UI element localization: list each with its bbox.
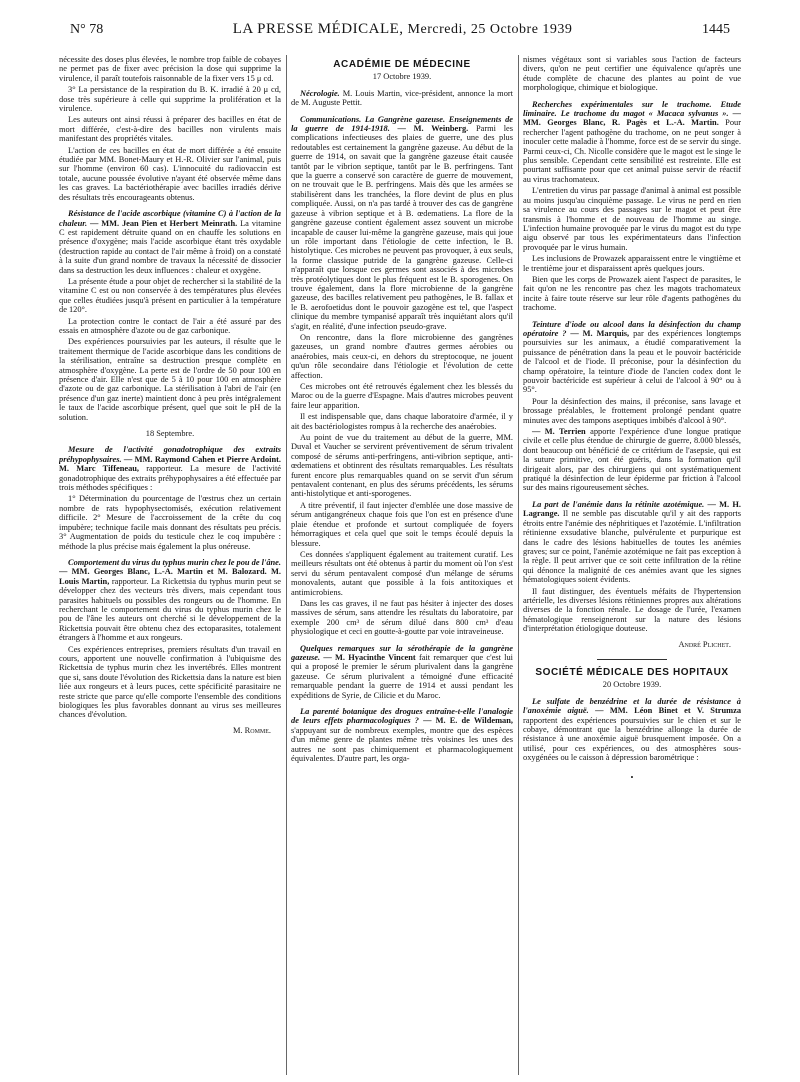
article-title: La parenté botanique des drogues entraîne-t-elle l'analogie de leurs effets pharmacologiques ? xyxy=(291,707,513,726)
article-title: La part de l'anémie dans la rétinite azotémique. xyxy=(532,499,705,509)
article-botany xyxy=(291,707,513,763)
article-authors: — M. Terrien xyxy=(532,427,586,437)
column-right xyxy=(523,55,741,1075)
issue-number: N° 78 xyxy=(70,22,104,37)
article-benzedrine xyxy=(523,697,741,763)
article-authors: — M. Marquis, xyxy=(570,328,630,338)
article-title: Teinture d'iode ou alcool dans la désinfection du champ opératoire ? xyxy=(523,319,741,338)
paragraph: Ces expériences entreprises, premiers résultats d'un travail en cours, apportent une nouvelle confirmation à l'ubiquisme des Rickettsia de typhus murin chez les invertébrés. Elles montrent que si, sans doute l'évolution des Rickettsia dans la nature est bien liée aux rongeurs et à leurs puces, cette spécificité parasitaire ne reste stricte que parce qu'elle comporte l'ensemble des conditions biologiques les plus favorables donnant au virus ses meilleures chances d'évolution. xyxy=(59,644,281,720)
article-text: par des expériences longtemps poursuivies sur les animaux, a étudié comparativement la puissance de pénétration dans la peau et le pouvoir bactéricide de l'alcool et de l'iode. Il préconise, pour la désinfection du champ opératoire, la teinture d'iode de l'ancien codex dont le pouvoir bactéricide est supérieur à celui de l'alcool à 90° ou à 95°. xyxy=(523,328,741,395)
article-title: Résistance de l'acide ascorbique (vitamine C) à l'action de la chaleur. xyxy=(59,209,281,228)
article-gonadotrophic xyxy=(59,445,281,492)
article-authors: — M. Weinberg. xyxy=(397,124,469,134)
section-heading: ACADÉMIE DE MÉDECINE xyxy=(333,59,471,70)
article-authors: — M. Hyacinthe Vincent xyxy=(323,652,416,662)
article-title: Comportement du virus du typhus murin chez le pou de l'âne. xyxy=(68,557,281,567)
necrology xyxy=(291,89,513,108)
issue-date: Mercredi, 25 Octobre 1939 xyxy=(407,22,573,37)
article-gangrene xyxy=(291,115,513,331)
article-authors: — MM. Georges Blanc, L.-A. Martin et M. Balozard. M. Louis Martin, xyxy=(59,567,281,586)
section-separator xyxy=(597,659,667,660)
running-header xyxy=(70,20,730,38)
column-divider xyxy=(286,55,287,1075)
session-date: 20 Octobre 1939. xyxy=(602,680,662,690)
session-date: 17 Octobre 1939. xyxy=(372,72,432,82)
article-title: Nécrologie. xyxy=(300,88,340,98)
article-text: Parmi les complications infectieuses des plaies de guerre, une des plus redoutables est certainement la gangrène gazeuse. Au début de la guerre de 1914, on savait que la gangrène gazeuse était causée tantôt par le vibrion septique, tantôt par le B. perfringens. Tant que la guerre a conservé son caractère de guerre de mouvement, on ne trouvait que le B. perfringens. Mais dès que les armées se stabilisèrent dans les tranchées, la flore devint de plus en plus compliquée. Aussi, on n'a pas tardé à trouver des cas de gangrène gazeuse à vibrion septique et à B. œdematiens. La flore de la gangrène gazeuse contient également assez souvent un microbe incapable de causer lui-même la gangrène gazeuse, mais qui joue un rôle important dans l'étiologie de cette infection, le B. histolytique. Ces microbes ne peuvent pas provoquer, à eux seuls, la forme classique putride de la gangrène gazeuse. Celle-ci n'apparaît que lorsque ces germes sont associés à des microbes très protéolytiques dont le plus fréquent est le B. sporogenes. On trouve également, dans la flore microbienne de la gangrène gazeuse, des bacilles relativement peu pathogènes, le B. fallax et le B. aerofoetidus dont le pouvoir gazogène est tel, que l'aspect clinique du membre tympanisé apparaît très inquiétant alors qu'il s'agit, en réalité, d'une infection pseudo-grave. xyxy=(291,124,513,331)
paragraph: 1° Détermination du pourcentage de l'œstrus chez un certain nombre de rats hypophysectomisés, exécution relativement difficile. 2° Mesure de l'accroissement de la crête du coq impubère; technique facile mais donnant des résultats peu précis. 3° Augmentation de poids du testicule chez le coq impubère : méthode la plus précise mais également la plus onéreuse. xyxy=(59,494,281,551)
paragraph: Des expériences poursuivies par les auteurs, il résulte que le traitement thermique de l'acide ascorbique dans les conditions de la stérilisation, entraîne sa destruction presque complète en atmosphère d'oxygène. La perte est de l'ordre de 50 pour 100 en présence d'air. Elle n'est que de 5 à 10 pour 100 en atmosphère d'azote ou de gaz carbonique. La stérilisation à l'abri de l'air (en présence d'un gaz inerte) maintient donc à peu près intégralement le taux de l'acide ascorbique présent, quel que soit le pH de la solution. xyxy=(59,337,281,422)
article-text: s'appuyant sur de nombreux exemples, montre que des espèces d'un même genre de plantes même très voisines les unes des autres ne sont pas chimiquement et pharmacologiquement équivalentes. D'autre part, les orga- xyxy=(291,725,513,764)
article-serotherapy xyxy=(291,644,513,700)
article-authors: — MM. Jean Pien et Herbert Meinrath. xyxy=(90,218,238,228)
signature: M. Romme. xyxy=(233,725,271,735)
paragraph: Ces données s'appliquent également au traitement curatif. Les meilleurs résultats ont été obtenus à partir du moment où l'on s'est servi du sérum pentavalent composé d'un mélange de sérums monovalents, autant que possible à la fois antitoxiques et antimicrobiens. xyxy=(291,549,513,597)
paragraph: La présente étude a pour objet de rechercher si la stabilité de la vitamine C est ou non conservée à des températures plus élevées que celles étudiées jusqu'à présent en particulier à la température de 120°. xyxy=(59,276,281,315)
paragraph: Il faut distinguer, des éventuels méfaits de l'hypertension artérielle, les diverses lésions rétiniennes propres aux altérations diverses de la fonction rénale. Le dosage de l'urée, l'examen hématologique renseigneront sur la nature des lésions d'interprétation étiologique douteuse. xyxy=(523,586,741,634)
article-text: rapportent des expériences poursuivies sur le chien et sur le cobaye, démontrant que la benzédrine allonge la durée de résistance à une anoxémie aiguë brusquement imposée. On a utilisé, pour ces expériences, ou des atmosphères sous-oxygénées ou le caisson à dépression barométrique : xyxy=(523,715,741,763)
article-authors: — MM. Georges Blanc, R. Pagès et L.-A. Martin. xyxy=(523,109,741,128)
paragraph: 3° La persistance de la respiration du B. K. irradié à 20 μ cd, dose très supérieure à celle qui supprime la prolifération et la virulence. xyxy=(59,85,281,114)
paragraph: A titre préventif, il faut injecter d'emblée une dose massive de sérum antigangréneux chaque fois que l'on est en présence d'une plaie étendue et profonde et surtout compliquée de foyers hémorragiques et cela quel que soit le temps écoulé depuis la blessure. xyxy=(291,500,513,548)
paragraph: Les inclusions de Prowazek apparaissent entre le vingtième et le trentième jour et disparaissent après quelques jours. xyxy=(523,254,741,273)
article-title: Communications. La Gangrène gazeuse. Enseignements de la guerre de 1914-1918. xyxy=(291,114,513,134)
article-text: apporte l'expérience d'une longue pratique civile et celle plus étendue de chirurgie de guerre, 8.000 blessés, dont beaucoup ont bénéficié de ce critérium de l'asepsie, qui est la suture primitive, ont été guéris, dans la formation qu'il dirigeait alors, par des chirurgiens qui ont systématiquement pratiqué la désinfection de leur épiderme par friction à l'alcool sur des mains rigoureusement sèches. xyxy=(523,427,741,493)
article-text: rapporteur. La mesure de l'activité gonadotrophique des extraits préhypophysaires a été effectuée par trois méthodes spécifiques : xyxy=(59,464,281,493)
article-authors: — M. H. Lagrange. xyxy=(523,499,741,519)
article-title: Quelques remarques sur la sérothérapie de la gangrène gazeuse. xyxy=(291,643,513,662)
column-middle xyxy=(291,55,513,1075)
paragraph: Dans les cas graves, il ne faut pas hésiter à injecter des doses massives de sérum, sans attendre les résultats du laboratoire, par exemple 200 cm³ de sérum dilué dans 800 cm³ d'eau physiologique et ceci en goutte-à-goutte par voie intraveineuse. xyxy=(291,598,513,637)
paragraph: L'action de ces bacilles en état de mort différée a été ensuite étudiée par MM. Bonet-Maury et H.-R. Olivier sur l'animal, puis sur l'homme (environ 60 cas). L'innocuité du radiovaccin est totale, aucune poussée évolutive n'ayant été observée même dans les cas graves. La bactériothérapie avec bacilles irradiés dérive des résultats très encourageants obtenus. xyxy=(59,145,281,202)
article-anemia xyxy=(523,500,741,585)
section-heading: SOCIÉTÉ MÉDICALE DES HOPITAUX xyxy=(535,666,729,678)
paragraph: Les auteurs ont ainsi réussi à préparer des bacilles en état de mort différée, c'est-à-dire des bacilles non virulents mais manifestant des propriétés vitales. xyxy=(59,115,281,144)
journal-name: LA PRESSE MÉDICALE, xyxy=(232,21,404,37)
session-date: 18 Septembre. xyxy=(145,429,195,439)
article-text: La vitamine C est rapidement détruite quand on en chauffe les solutions en présence d'oxygène; mais l'acide ascorbique étant très oxydable (destruction rapide au contact de l'air même à froid) on a constaté à la suite d'un grand nombre de travaux la nécessité de dissocier dans sa destruction les deux influences : chaleur et oxygène. xyxy=(59,218,281,275)
paragraph: nismes végétaux sont si variables sous l'action de facteurs divers, qu'on ne peut certifier une équivalence qu'après une étude complète de chacune des plantes au point de vue morphologique, chimique et biologique. xyxy=(523,55,741,93)
article-vitamin-c xyxy=(59,209,281,275)
article-text: fait remarquer que c'est lui qui a proposé le premier le sérum plurivalent dans la gangrène gazeuse. Ce sérum plurivalent a témoigné d'une efficacité remarquable pendant la guerre de 1914 et aussi pendant les expéditions de Syrie, de Cilicie et du Maroc. xyxy=(291,652,513,700)
paragraph: Pour la désinfection des mains, il préconise, sans lavage et brossage préalables, le frottement prolongé pendant quatre minutes avec des tampons aseptiques imbibés d'alcool à 90°. xyxy=(523,396,741,425)
comment-terrien xyxy=(523,427,741,493)
paragraph: La protection contre le contact de l'air a été assuré par des essais en atmosphère d'azote ou de gaz carbonique. xyxy=(59,316,281,335)
paragraph: L'entretien du virus par passage d'animal à animal est possible au moins jusqu'au cinquième passage. Le virus ne perd en rien sa virulence au cours des passages sur le magot et peut être transmis à l'homme et de nouveau de l'homme au singe. L'infection humaine provoquée par le virus du magot est du type aigu observé par tous les expérimentateurs dans l'infection provoquée par le virus humain. xyxy=(523,186,741,252)
article-trachoma xyxy=(523,100,741,185)
paragraph: Bien que les corps de Prowazek aient l'aspect de parasites, le fait qu'on ne les rencontre pas chez les magots trachomateux incite à faire toute réserve sur leur rôle d'agents pathogènes du trachome. xyxy=(523,274,741,313)
page-number: 1445 xyxy=(701,22,730,37)
stray-mark: • xyxy=(630,772,634,782)
article-text: M. Louis Martin, vice-président, annonce la mort de M. Auguste Pettit. xyxy=(291,88,513,108)
column-left xyxy=(59,55,281,1075)
article-title: Recherches expérimentales sur le trachome. Etude liminaire. Le trachome du magot « Macaca sylvanus ». xyxy=(523,99,741,119)
paragraph: nécessite des doses plus élevées, le nombre trop faible de cobayes ne permet pas de fixer avec précision la dose qui supprime la virulence, il paraît toutefois raisonnable de la fixer vers 15 μ cd. xyxy=(59,55,281,83)
article-authors: — M. E. de Wildeman, xyxy=(423,716,513,726)
article-title: Mesure de l'activité gonadotrophique des extraits préhypophysaires. xyxy=(59,445,281,464)
journal-title-line xyxy=(233,20,573,39)
article-text: rapporteur. La Rickettsia du typhus murin peut se développer chez des vecteurs très divers, mais cependant tous parasites habituels ou possibles des rongeurs ou de l'homme. En recherchant le comportement du virus du typhus murin chez le pou de l'âne les auteurs ont cherché si le développement de la Rickettsia pouvait être obtenu chez des ectoparasites, totalement étrangers à l'homme et aux rongeurs. xyxy=(59,576,281,643)
paragraph: Au point de vue du traitement au début de la guerre, MM. Duval et Vaucher se servirent préventivement de sérum trivalent composé de sérums anti-perfringens, anti-vibrion septique, anti-œdematiens et obtinrent des résultats remarquables. Les résultats furent encore plus remarquables quand on se servit d'un sérum pentavalent contenant, en plus des sérums précédents, les sérums anti-histolytique et anti-sporogenes. xyxy=(291,433,513,499)
article-authors: — MM. Léon Binet et V. Strumza xyxy=(595,706,741,716)
paragraph: Il est indispensable que, dans chaque laboratoire d'armée, il y ait des bactériologistes rompus à la recherche des anaérobies. xyxy=(291,412,513,431)
article-typhus xyxy=(59,558,281,643)
article-authors: — MM. Raymond Cahen et Pierre Ardoint. M. Marc Tiffeneau, xyxy=(59,454,281,474)
article-text: Pour rechercher l'agent pathogène du trachome, on ne peut songer à inoculer cette maladie à l'homme, force est de se servir du singe. Parmi ceux-ci, Ch. Nicolle considère que le magot est le singe le plus sensible. Cependant cette sensibilité est restreinte. Elle est pourtant suffisante pour que cet animal puisse servir de réactif au virus trachomateux. xyxy=(523,118,741,184)
article-columns xyxy=(59,55,741,1075)
paragraph: Ces microbes ont été retrouvés également chez les blessés du Maroc ou de la guerre d'Espagne. Mais d'autres microbes peuvent faire leur apparition. xyxy=(291,382,513,410)
paragraph: On rencontre, dans la flore microbienne des gangrènes gazeuses, un grand nombre d'autres germes aérobies ou anaérobies, mais ceux-ci, en dehors du streptocoque, ne jouent qu'un rôle secondaire dans l'étiologie et l'évolution de cette affection. xyxy=(291,332,513,380)
signature: André Plichet. xyxy=(678,639,731,649)
column-divider xyxy=(518,55,519,1075)
article-title: Le sulfate de benzédrine et la durée de résistance à l'anoxémie aiguë. xyxy=(523,696,741,716)
article-text: Il ne semble pas discutable qu'il y ait des rapports étroits entre l'anémie des néphritiques et l'azotémie. L'infiltration rétinienne exsudative blanche, pulvérulente et purpurique est dans le cadre des lésions habituelles de toutes les anémies graves; sur ce point, l'anémie azotémique ne fait pas exception à la règle. Il peut arriver que ce soit cette infiltration de la rétine qui dénonce la malignité de ces anémies avant que les signes hématologiques soient évidents. xyxy=(523,509,741,585)
article-iodine xyxy=(523,320,741,395)
